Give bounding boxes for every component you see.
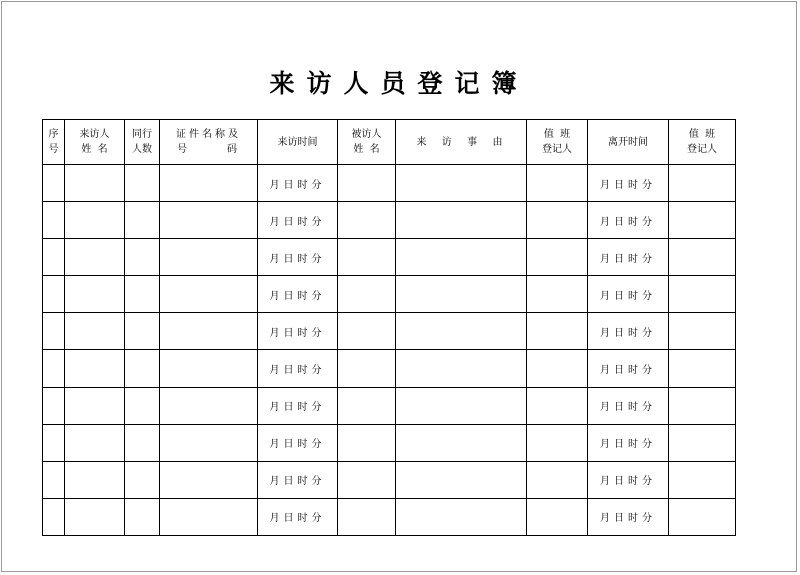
- col-header-visitee-name: 被访人 姓 名: [338, 120, 396, 165]
- cell-visitee-name[interactable]: [338, 498, 396, 535]
- table-row: [43, 461, 736, 498]
- col-header-companions: 同行 人数: [125, 120, 160, 165]
- visitor-register-table: [42, 119, 736, 536]
- cell-duty-registrar[interactable]: [527, 461, 588, 498]
- table-row: [43, 498, 736, 535]
- cell-visitee-name[interactable]: [338, 276, 396, 313]
- cell-id-doc[interactable]: [160, 276, 258, 313]
- cell-seq[interactable]: [43, 313, 65, 350]
- cell-leave-time[interactable]: 月日时分: [588, 276, 669, 313]
- cell-reason[interactable]: [396, 461, 527, 498]
- cell-leave-time[interactable]: 月日时分: [588, 461, 669, 498]
- cell-visitor-name[interactable]: [65, 461, 125, 498]
- cell-seq[interactable]: [43, 202, 65, 239]
- cell-visit-time[interactable]: 月日时分: [258, 424, 338, 461]
- cell-visit-time[interactable]: 月日时分: [258, 202, 338, 239]
- cell-seq[interactable]: [43, 387, 65, 424]
- cell-companions[interactable]: [125, 461, 160, 498]
- cell-reason[interactable]: [396, 350, 527, 387]
- cell-companions[interactable]: [125, 276, 160, 313]
- cell-leave-time[interactable]: 月日时分: [588, 313, 669, 350]
- cell-visit-time[interactable]: 月日时分: [258, 165, 338, 202]
- col-header-reason: 来 访 事 由: [396, 120, 527, 165]
- cell-reason[interactable]: [396, 387, 527, 424]
- cell-companions[interactable]: [125, 239, 160, 276]
- cell-leave-time[interactable]: 月日时分: [588, 350, 669, 387]
- cell-seq[interactable]: [43, 350, 65, 387]
- cell-seq[interactable]: [43, 461, 65, 498]
- cell-visitee-name[interactable]: [338, 313, 396, 350]
- cell-visitor-name[interactable]: [65, 424, 125, 461]
- cell-reason[interactable]: [396, 276, 527, 313]
- cell-visit-time[interactable]: 月日时分: [258, 461, 338, 498]
- cell-visit-time[interactable]: 月日时分: [258, 313, 338, 350]
- cell-seq[interactable]: [43, 498, 65, 535]
- table-row: [43, 350, 736, 387]
- cell-duty-registrar-2[interactable]: [669, 239, 736, 276]
- table-row: [43, 165, 736, 202]
- cell-reason[interactable]: [396, 424, 527, 461]
- page-title: 来访人员登记簿: [269, 69, 529, 98]
- cell-visitee-name[interactable]: [338, 202, 396, 239]
- cell-reason[interactable]: [396, 165, 527, 202]
- cell-seq[interactable]: [43, 276, 65, 313]
- cell-visitor-name[interactable]: [65, 202, 125, 239]
- cell-id-doc[interactable]: [160, 165, 258, 202]
- cell-visitee-name[interactable]: [338, 461, 396, 498]
- table-row: [43, 239, 736, 276]
- cell-id-doc[interactable]: [160, 202, 258, 239]
- cell-leave-time[interactable]: 月日时分: [588, 498, 669, 535]
- cell-visit-time[interactable]: 月日时分: [258, 498, 338, 535]
- cell-visitee-name[interactable]: [338, 350, 396, 387]
- cell-visitor-name[interactable]: [65, 350, 125, 387]
- cell-companions[interactable]: [125, 424, 160, 461]
- cell-visitor-name[interactable]: [65, 276, 125, 313]
- cell-leave-time[interactable]: 月日时分: [588, 165, 669, 202]
- cell-id-doc[interactable]: [160, 350, 258, 387]
- cell-reason[interactable]: [396, 313, 527, 350]
- cell-visit-time[interactable]: 月日时分: [258, 276, 338, 313]
- cell-duty-registrar-2[interactable]: [669, 276, 736, 313]
- col-header-seq: 序 号: [43, 120, 65, 165]
- col-header-leave-time: 离开时间: [588, 120, 669, 165]
- table-row: [43, 202, 736, 239]
- cell-id-doc[interactable]: [160, 239, 258, 276]
- cell-visit-time[interactable]: 月日时分: [258, 239, 338, 276]
- cell-companions[interactable]: [125, 350, 160, 387]
- cell-visitor-name[interactable]: [65, 239, 125, 276]
- table-row: [43, 313, 736, 350]
- cell-visitee-name[interactable]: [338, 165, 396, 202]
- cell-visit-time[interactable]: 月日时分: [258, 387, 338, 424]
- cell-duty-registrar-2[interactable]: [669, 350, 736, 387]
- table-row: [43, 387, 736, 424]
- cell-reason[interactable]: [396, 498, 527, 535]
- cell-visit-time[interactable]: 月日时分: [258, 350, 338, 387]
- cell-companions[interactable]: [125, 313, 160, 350]
- cell-duty-registrar[interactable]: [527, 387, 588, 424]
- cell-id-doc[interactable]: [160, 498, 258, 535]
- table-row: [43, 424, 736, 461]
- cell-duty-registrar[interactable]: [527, 165, 588, 202]
- cell-duty-registrar[interactable]: [527, 313, 588, 350]
- cell-companions[interactable]: [125, 202, 160, 239]
- cell-reason[interactable]: [396, 202, 527, 239]
- cell-leave-time[interactable]: 月日时分: [588, 424, 669, 461]
- cell-duty-registrar-2[interactable]: [669, 498, 736, 535]
- cell-visitor-name[interactable]: [65, 387, 125, 424]
- col-header-duty-registrar-2: 值 班 登记人: [669, 120, 736, 165]
- register-page: [1, 1, 797, 572]
- cell-duty-registrar[interactable]: [527, 424, 588, 461]
- cell-visitor-name[interactable]: [65, 165, 125, 202]
- cell-visitee-name[interactable]: [338, 387, 396, 424]
- cell-leave-time[interactable]: 月日时分: [588, 387, 669, 424]
- cell-id-doc[interactable]: [160, 313, 258, 350]
- col-header-visit-time: 来访时间: [258, 120, 338, 165]
- cell-visitor-name[interactable]: [65, 313, 125, 350]
- col-header-id-document: 证件名称及 号 码: [160, 120, 258, 165]
- cell-duty-registrar-2[interactable]: [669, 461, 736, 498]
- cell-duty-registrar-2[interactable]: [669, 387, 736, 424]
- cell-duty-registrar[interactable]: [527, 350, 588, 387]
- cell-visitor-name[interactable]: [65, 498, 125, 535]
- cell-companions[interactable]: [125, 387, 160, 424]
- cell-companions[interactable]: [125, 498, 160, 535]
- cell-seq[interactable]: [43, 239, 65, 276]
- cell-visitee-name[interactable]: [338, 239, 396, 276]
- header-row: [43, 120, 736, 165]
- cell-duty-registrar-2[interactable]: [669, 424, 736, 461]
- cell-seq[interactable]: [43, 165, 65, 202]
- cell-leave-time[interactable]: 月日时分: [588, 202, 669, 239]
- cell-duty-registrar-2[interactable]: [669, 165, 736, 202]
- cell-duty-registrar-2[interactable]: [669, 202, 736, 239]
- cell-visitee-name[interactable]: [338, 424, 396, 461]
- cell-leave-time[interactable]: 月日时分: [588, 239, 669, 276]
- cell-duty-registrar[interactable]: [527, 239, 588, 276]
- cell-id-doc[interactable]: [160, 461, 258, 498]
- table-row: [43, 276, 736, 313]
- cell-id-doc[interactable]: [160, 387, 258, 424]
- cell-seq[interactable]: [43, 424, 65, 461]
- register-body: [43, 165, 736, 536]
- cell-duty-registrar[interactable]: [527, 276, 588, 313]
- cell-duty-registrar-2[interactable]: [669, 313, 736, 350]
- cell-companions[interactable]: [125, 165, 160, 202]
- cell-duty-registrar[interactable]: [527, 498, 588, 535]
- col-header-duty-registrar: 值 班 登记人: [527, 120, 588, 165]
- cell-id-doc[interactable]: [160, 424, 258, 461]
- cell-reason[interactable]: [396, 239, 527, 276]
- col-header-visitor-name: 来访人 姓 名: [65, 120, 125, 165]
- cell-duty-registrar[interactable]: [527, 202, 588, 239]
